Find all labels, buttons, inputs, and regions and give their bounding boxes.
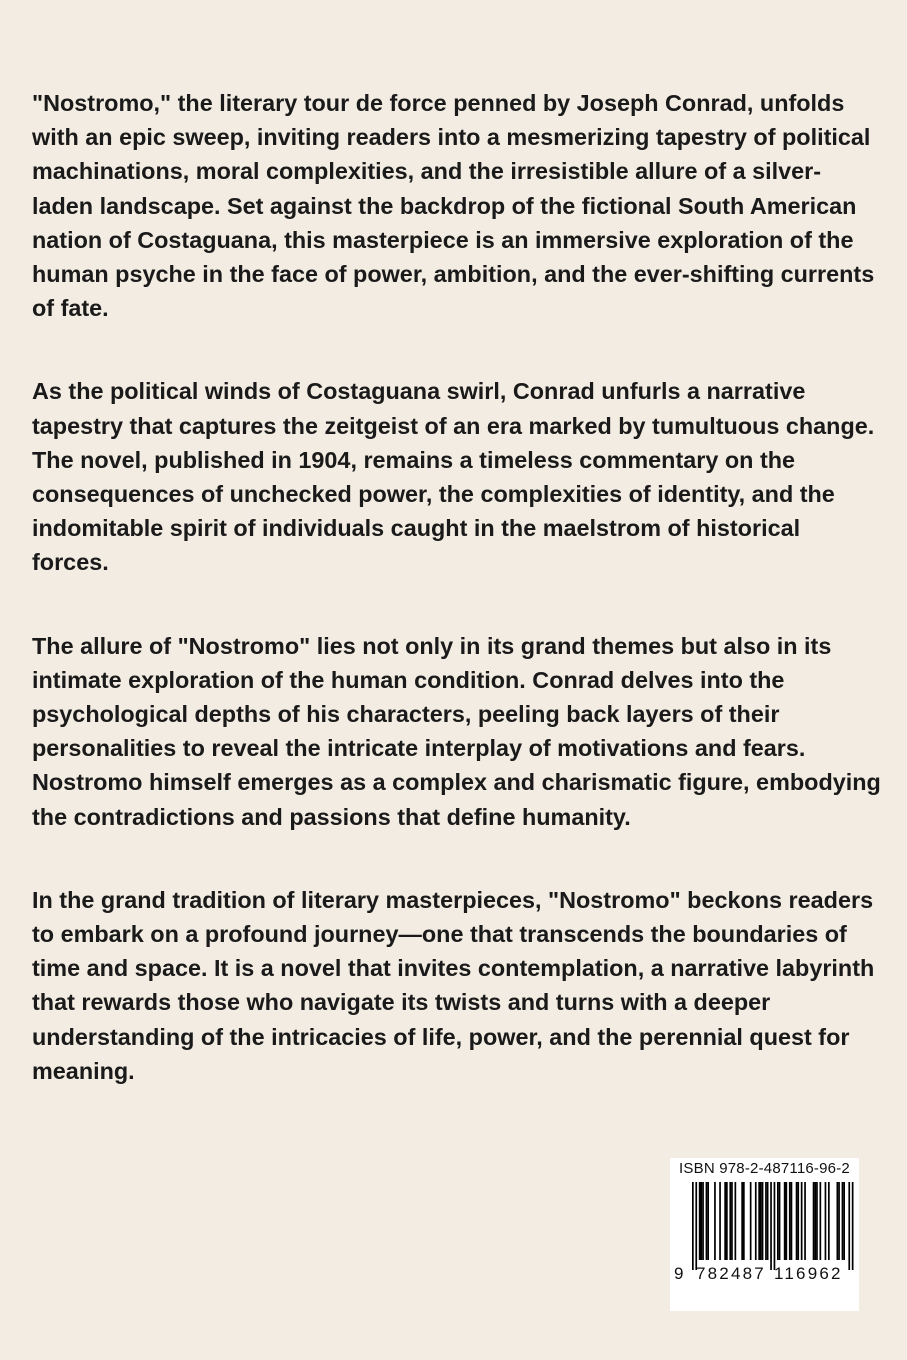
- barcode-bar: [758, 1182, 760, 1260]
- barcode-bar: [828, 1182, 830, 1260]
- barcode-bar: [789, 1182, 791, 1260]
- barcode-bar: [701, 1182, 703, 1260]
- barcode-bar: [760, 1182, 762, 1260]
- blurb-paragraph-3: The allure of "Nostromo" lies not only in its grand themes but also in its intimate exploration of the human condition. Conrad delves into the psychological depths of his characters, peeling back layers of their personalities to reveal the intricate interplay of motivations and fears. Nostromo himself emerges as a complex and charismatic figure, embodying the contradictions and passions that define humanity.: [32, 632, 881, 830]
- barcode-bar: [777, 1182, 779, 1260]
- barcode-bar: [801, 1182, 803, 1260]
- barcode-digit-first: 9: [674, 1264, 686, 1283]
- barcode-bar: [743, 1182, 745, 1260]
- barcode-bar: [842, 1182, 844, 1260]
- barcode-bar: [784, 1182, 786, 1260]
- barcode-bar: [820, 1182, 822, 1260]
- blurb-paragraph-1: "Nostromo," the literary tour de force penned by Joseph Conrad, unfolds with an epic sweep, inviting readers into a mesmerizing tapestry of political machinations, moral complexities, and the irresistible allure of a silver-laden landscape. Set against the backdrop of the fictional South American nation of Costaguana, this masterpiece is an immersive exploration of the human psyche in the face of power, ambition, and the ever-shifting currents of fate.: [32, 90, 875, 322]
- barcode-bar: [726, 1182, 728, 1260]
- barcode-bar: [724, 1182, 726, 1260]
- barcode-bar: [791, 1182, 793, 1260]
- blurb-paragraph-2: As the political winds of Costaguana swirl, Conrad unfurls a narrative tapestry that captures the zeitgeist of an era marked by tumultuous change. The novel, published in 1904, remains a timeless commentary on the consequences of unchecked power, the complexities of identity, and the indomitable spirit of individuals caught in the maelstrom of historical forces.: [32, 378, 875, 576]
- barcode-bar: [852, 1182, 854, 1270]
- barcode-bar: [814, 1182, 816, 1260]
- barcode-bar: [770, 1182, 772, 1270]
- barcode-bar: [735, 1182, 737, 1260]
- barcode-bar: [813, 1182, 815, 1260]
- barcode-bar: [797, 1182, 799, 1260]
- barcode-bar: [779, 1182, 781, 1260]
- blurb-paragraph-4: In the grand tradition of literary masterpieces, "Nostromo" beckons readers to embark on a profound journey—one that transcends the boundaries of time and space. It is a novel that invites contemplation, a narrative labyrinth that rewards those who navigate its twists and turns with a deeper understanding of the intricacies of life, power, and the perennial quest for meaning.: [32, 886, 875, 1084]
- isbn-barcode: [670, 1158, 859, 1311]
- barcode-bars: [670, 1182, 859, 1272]
- barcode-bar: [731, 1182, 733, 1260]
- barcode-bar: [786, 1182, 788, 1260]
- barcode-bar: [706, 1182, 708, 1260]
- barcode-bar: [774, 1182, 776, 1270]
- barcode-bar: [838, 1182, 840, 1260]
- barcode-bar: [804, 1182, 806, 1260]
- barcode-bar: [719, 1182, 721, 1260]
- barcode-bar: [765, 1182, 767, 1260]
- back-cover-blurb: [32, 86, 882, 1137]
- barcode-bar: [702, 1182, 704, 1260]
- barcode-bar: [714, 1182, 716, 1260]
- barcode-bar: [796, 1182, 798, 1260]
- isbn-label: ISBN 978-2-487116-96-2: [679, 1160, 850, 1177]
- barcode-bar: [843, 1182, 845, 1260]
- barcode-bar: [755, 1182, 757, 1260]
- barcode-bar: [729, 1182, 731, 1260]
- barcode-digits-right: 116962: [774, 1264, 843, 1283]
- barcode-bar: [816, 1182, 818, 1260]
- barcode-bar: [762, 1182, 764, 1260]
- barcode-bar: [707, 1182, 709, 1260]
- barcode-bar: [848, 1182, 850, 1270]
- barcode-bar: [767, 1182, 769, 1260]
- barcode-bar: [741, 1182, 743, 1260]
- barcode-bar: [825, 1182, 827, 1260]
- barcode-bar: [837, 1182, 839, 1260]
- barcode-bar: [750, 1182, 752, 1260]
- barcode-bar: [699, 1182, 701, 1260]
- barcode-bar: [692, 1182, 694, 1270]
- barcode-bar: [695, 1182, 697, 1270]
- barcode-digits-left: 782487: [696, 1264, 766, 1283]
